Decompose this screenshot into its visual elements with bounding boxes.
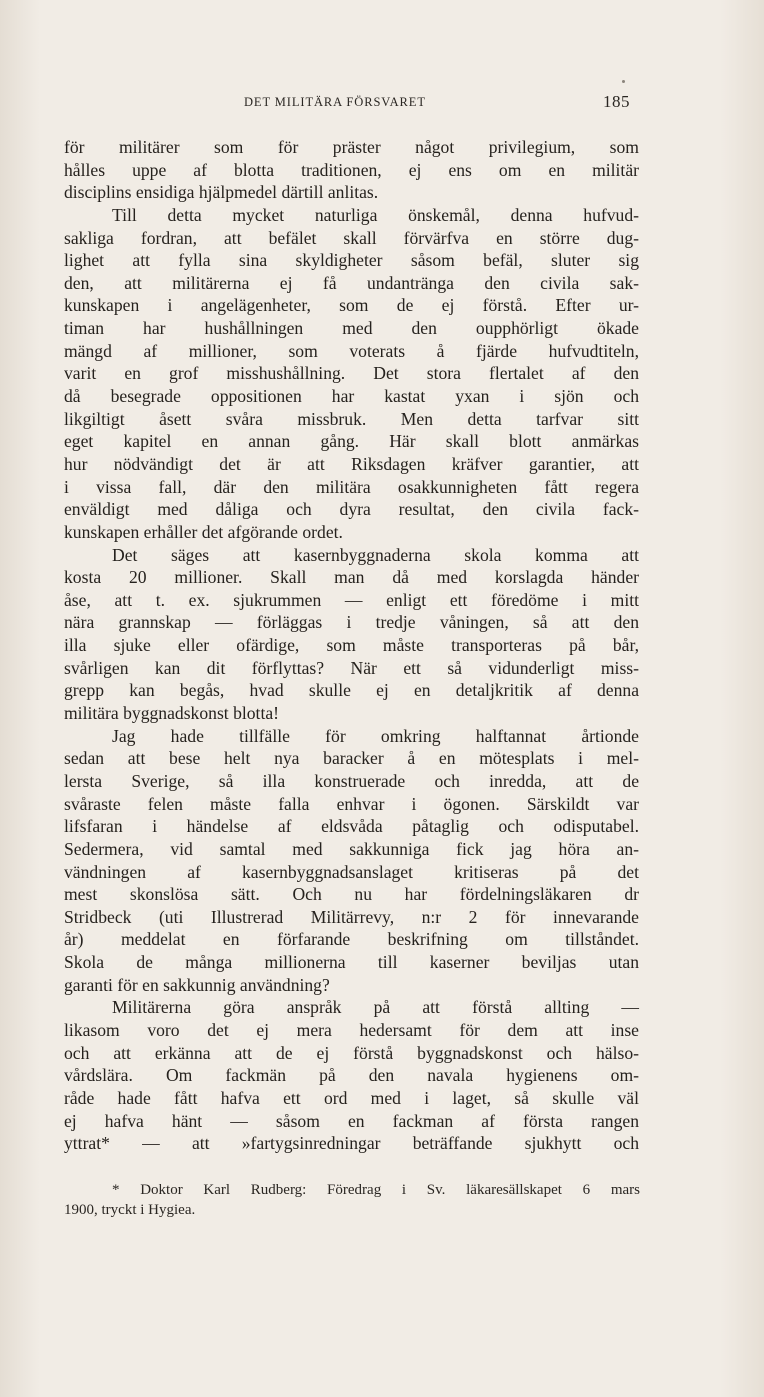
text-line: kosta 20 millioner. Skall man då med korslagda händer <box>64 567 639 588</box>
text-line: hålles uppe af blotta traditionen, ej ens om en militär <box>64 159 639 180</box>
text-line: ej hafva hänt — såsom en fackman af första rangen <box>64 1110 639 1131</box>
text-line: Sedermera, vid samtal med sakkunniga fick jag höra an- <box>64 838 639 859</box>
text-line: sedan att bese helt nya baracker å en mötesplats i mel- <box>64 748 639 769</box>
text-line: enväldigt med dåliga och dyra resultat, den civila fack- <box>64 499 639 520</box>
page-speck <box>622 80 625 83</box>
text-line: Jag hade tillfälle för omkring halftannat årtionde <box>112 725 639 746</box>
footnote <box>64 1180 640 1220</box>
page-number: 185 <box>603 92 630 111</box>
text-line: lersta Sverige, så illa konstruerade och inredda, att de <box>64 770 639 791</box>
text-line: yttrat* — att »fartygsinredningar beträffande sjukhytt och <box>64 1133 639 1154</box>
footnote-line: * Doktor Karl Rudberg: Föredrag i Sv. läkaresällskapet 6 mars <box>112 1182 640 1198</box>
text-line: och att erkänna att de ej förstå byggnadskonst och hälso- <box>64 1042 639 1063</box>
text-line: råde hade fått hafva ett ord med i laget, så skulle väl <box>64 1087 639 1108</box>
text-line: lighet att fylla sina skyldigheter såsom befäl, sluter sig <box>64 250 639 271</box>
text-line: likasom voro det ej mera hedersamt för dem att inse <box>64 1019 639 1040</box>
text-line: svåraste felen måste falla enhvar i ögonen. Särskildt var <box>64 793 639 814</box>
text-line: sakliga fordran, att befälet skall förvärfva en större dug- <box>64 227 639 248</box>
text-line: mest skonslösa sätt. Och nu har fördelningsläkaren dr <box>64 884 639 905</box>
text-line: vårdslära. Om fackmän på den navala hygienens om- <box>64 1065 639 1086</box>
text-line: Stridbeck (uti Illustrerad Militärrevy, n:r 2 för innevarande <box>64 906 639 927</box>
text-line: illa sjuke eller ofärdige, som måste transporteras på bår, <box>64 635 639 656</box>
text-line: militära byggnadskonst blotta! <box>64 703 279 724</box>
text-line: nära grannskap — förläggas i tredje våningen, så att den <box>64 612 639 633</box>
text-line: den, att militärerna ej få undantränga den civila sak- <box>64 272 639 293</box>
text-line: Militärerna göra anspråk på att förstå allting — <box>112 997 639 1018</box>
text-line: Till detta mycket naturliga önskemål, denna hufvud- <box>112 204 639 225</box>
text-line: eget kapitel en annan gång. Här skall blott anmärkas <box>64 431 639 452</box>
text-line: timan har hushållningen med den oupphörligt ökade <box>64 318 639 339</box>
running-header-title: DET MILITÄRA FÖRSVARET <box>244 95 426 109</box>
text-line: disciplins ensidiga hjälpmedel därtill anlitas. <box>64 182 379 203</box>
text-line: vändningen af kasernbyggnadsanslaget kritiseras på det <box>64 861 639 882</box>
text-line: Skola de många millionerna till kaserner beviljas utan <box>64 952 639 973</box>
text-line: för militärer som för präster något privilegium, som <box>64 137 639 157</box>
text-line: lifsfaran i händelse af eldsvåda påtaglig och odisputabel. <box>64 816 639 837</box>
text-line: mängd af millioner, som voterats å fjärde hufvudtiteln, <box>64 340 639 361</box>
text-line: år) meddelat en förfarande beskrifning om tillståndet. <box>64 929 639 950</box>
text-line: garanti för en sakkunnig användning? <box>64 974 330 995</box>
text-line: i vissa fall, där den militära osakkunnigheten fått regera <box>64 476 639 497</box>
text-line: åse, att t. ex. sjukrummen — enligt ett föredöme i mitt <box>64 589 639 610</box>
text-line: Det säges att kasernbyggnaderna skola komma att <box>112 544 639 565</box>
text-line: kunskapen i angelägenheter, som de ej förstå. Efter ur- <box>64 295 639 316</box>
text-line: varit en grof misshushållning. Det stora flertalet af den <box>64 363 639 384</box>
footnote-line: 1900, tryckt i Hygiea. <box>64 1202 196 1218</box>
text-line: grepp kan begås, hvad skulle ej en detaljkritik af denna <box>64 680 639 701</box>
text-line: svårligen kan dit förflyttas? När ett så vidunderligt miss- <box>64 657 639 678</box>
text-line: hur nödvändigt det är att Riksdagen kräfver garantier, att <box>64 453 639 474</box>
text-line: likgiltigt åsett svåra missbruk. Men detta tarfvar sitt <box>64 408 639 429</box>
text-line: då besegrade oppositionen har kastat yxan i sjön och <box>64 386 639 407</box>
body-text <box>64 136 639 1155</box>
text-line: kunskapen erhåller det afgörande ordet. <box>64 521 343 542</box>
